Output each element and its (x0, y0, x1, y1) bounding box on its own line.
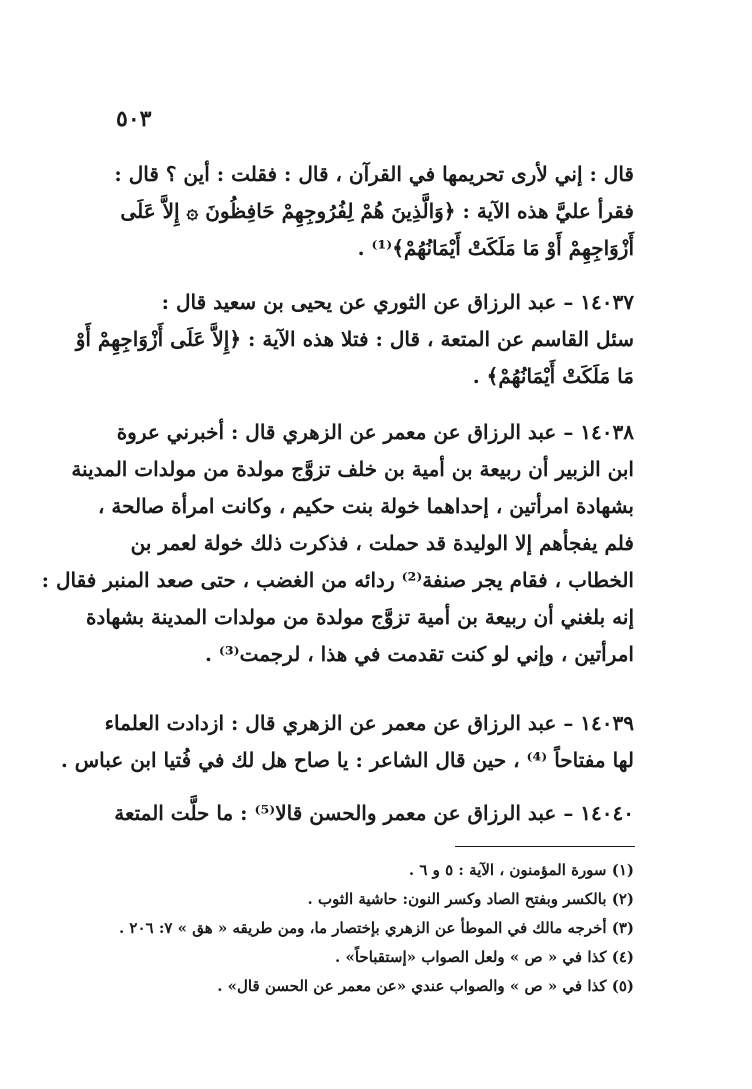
paragraph-14038 (41, 414, 634, 673)
footnote-3: (٣) أخرجه مالك في الموطأ عن الزهري بإختصار ما، ومن طريقه « هق » ٧: ٢٠٦ . (118, 919, 634, 937)
text-line: ١٤٠٣٧ – عبد الرزاق عن الثوري عن يحيى بن سعيد قال : (161, 290, 634, 314)
text-line: سئل القاسم عن المتعة ، قال : فتلا هذه الآية : ﴿إِلاَّ عَلَى أَزْوَاجِهِمْ أَوْ (75, 327, 634, 351)
paragraph-14040 (116, 795, 634, 832)
text-line: مَا مَلَكَتْ أَيْمَانُهُمْ﴾ . (472, 364, 634, 388)
paragraph-continuation (116, 156, 634, 267)
paragraph-14039 (60, 705, 634, 779)
text-line: إنه بلغني أن ربيعة بن أمية تزوَّج مولدة من مولدات المدينة بشهادة (85, 605, 634, 629)
footnote-4: (٤) كذا في « ص » ولعل الصواب «إستقباحاً» . (335, 948, 634, 966)
footnote-2: (٢) بالكسر وبفتح الصاد وكسر النون: حاشية الثوب . (307, 890, 634, 908)
text-line: فلم يفجأهم إلا الوليدة قد حملت ، فذكرت ذلك خولة لعمر بن (130, 531, 634, 555)
paragraph-14037 (75, 284, 634, 395)
text-line: فقرأ عليَّ هذه الآية : ﴿وَالَّذِينَ هُمْ لِفُرُوجِهِمْ حَافِظُونَ ۞ إِلاَّ عَلَى (120, 199, 634, 223)
text-line: أَزْوَاجِهِمْ أَوْ مَا مَلَكَتْ أَيْمَانُهُمْ﴾⁽¹⁾ . (357, 236, 634, 260)
text-line: قال : إني لأرى تحريمها في القرآن ، قال : فقلت : أين ؟ قال : (114, 162, 634, 186)
footnotes (110, 856, 634, 1001)
text-line: بشهادة امرأتين ، إحداهما خولة بنت حكيم ، وكانت امرأة صالحة ، (97, 494, 634, 518)
text-line: ابن الزبير أن ربيعة بن أمية بن خلف تزوَّج مولدة من مولدات المدينة (71, 457, 634, 481)
text-line: لها مفتاحاً ⁽⁴⁾ ، حين قال الشاعر : يا صاح هل لك في فُتيا ابن عباس . (60, 748, 634, 772)
text-line: ١٤٠٣٨ – عبد الرزاق عن معمر عن الزهري قال : أخبرني عروة (116, 420, 634, 444)
text-line: ١٤٠٣٩ – عبد الرزاق عن معمر عن الزهري قال : ازدادت العلماء (104, 711, 634, 735)
page-number: ٥٠٣ (116, 106, 152, 132)
footnote-5: (٥) كذا في « ص » والصواب عندي «عن معمر عن الحسن قال» . (217, 977, 634, 995)
text-line: امرأتين ، وإني لو كنت تقدمت في هذا ، لرجمت⁽³⁾ . (204, 642, 634, 666)
text-line: الخطاب ، فقام يجر صنفة⁽²⁾ ردائه من الغضب ، حتى صعد المنبر فقال : (41, 568, 634, 592)
footnote-separator (455, 846, 635, 847)
text-line: ١٤٠٤٠ – عبد الرزاق عن معمر والحسن قالا⁽⁵⁾ : ما حلَّت المتعة (114, 801, 634, 825)
footnote-1: (١) سورة المؤمنون ، الآية : ٥ و ٦ . (408, 861, 634, 879)
